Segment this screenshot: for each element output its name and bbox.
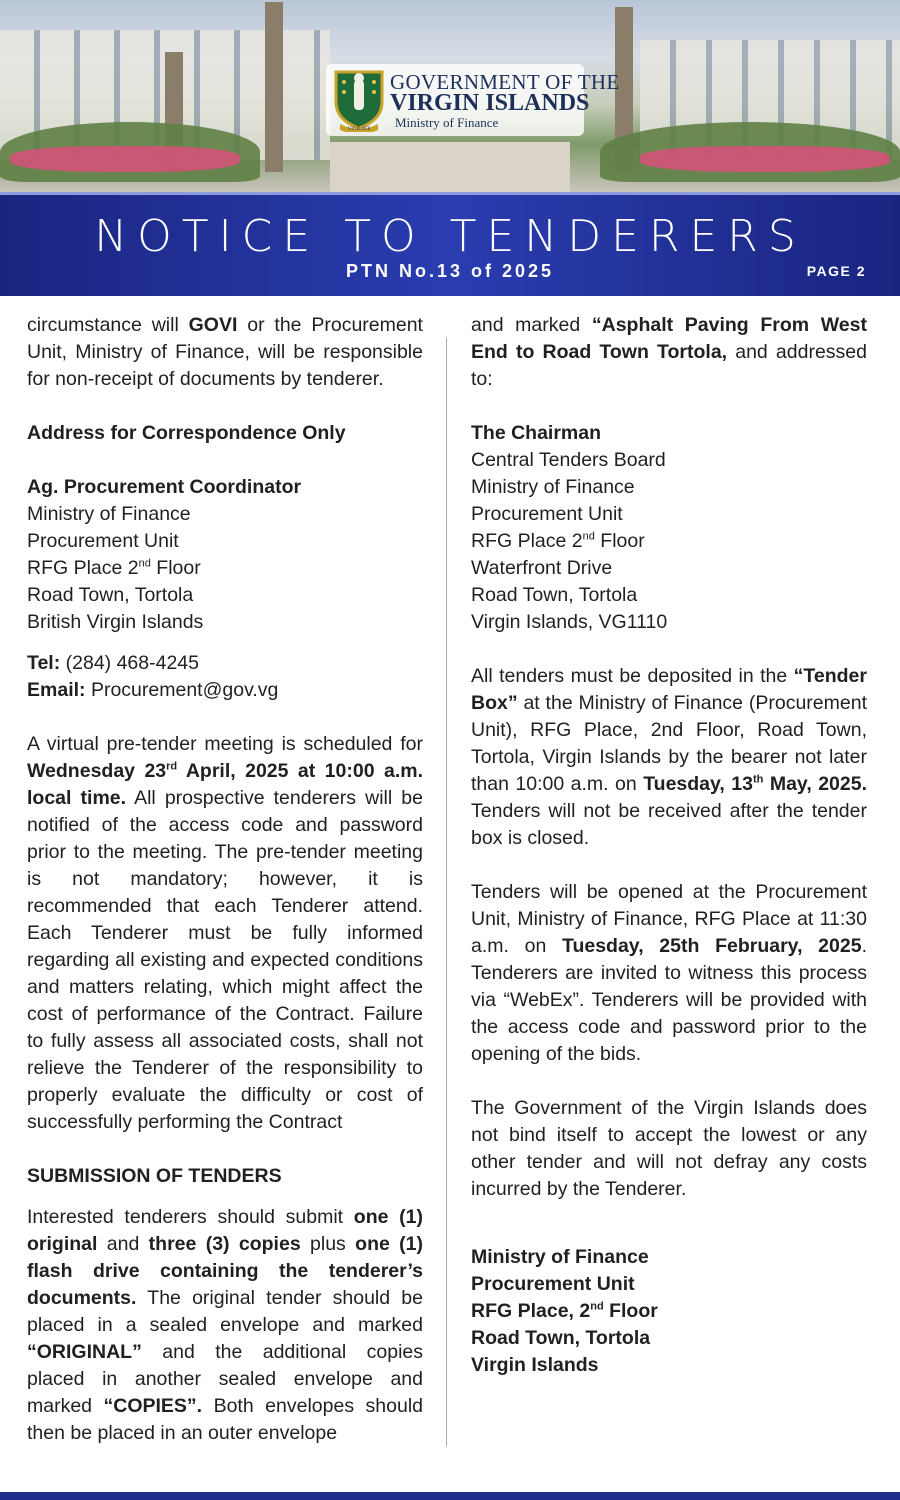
right-column	[471, 312, 867, 1379]
header-photo	[0, 0, 900, 192]
pre-tender-meeting-paragraph: A virtual pre-tender meeting is scheduled for Wednesday 23rd April, 2025 at 10:00 a.m. local time. All prospective tenderers will be notified of the access code and password prior to the meeting. The pre-tender meeting is not mandatory; however, it is recommended that each Tenderer attend. Each Tenderer must be fully informed regarding all existing and expected conditions and matters relating, which might affect the cost of performance of the Contract. Failure to fully assess all associated costs, shall not relieve the Tenderer of the responsibility to properly evaluate the difficulty or cost of successfully performing the Contract	[27, 733, 424, 1133]
government-line-2: VIRGIN ISLANDS	[390, 90, 590, 116]
correspondence-address: Ag. Procurement Coordinator Ministry of Finance Procurement Unit RFG Place 2nd Floor Road Town, Tortola British Virgin Islands	[27, 476, 302, 633]
page-title: NOTICE TO TENDERERS	[94, 211, 806, 262]
responsibility-paragraph: circumstance will GOVI or the Procurement Unit, Ministry of Finance, will be responsible for non-receipt of documents by tenderer.	[27, 314, 423, 390]
government-line-1: GOVERNMENT OF THE	[390, 70, 620, 94]
page-number: PAGE 2	[806, 263, 866, 279]
chairman-address: The Chairman Central Tenders Board Ministry of Finance Procurement Unit RFG Place 2nd Floor Waterfront Drive Road Town, Tortola Virgin Islands, VG1110	[471, 422, 668, 633]
deposit-paragraph: All tenders must be deposited in the “Tender Box” at the Ministry of Finance (Procurement Unit), RFG Place, 2nd Floor, Road Town, Tortola, Virgin Islands by the bearer not later than 10:00 a.m. on Tuesday, 13th May, 2025. Tenders will not be received after the tender box is closed.	[471, 665, 867, 849]
walkway	[330, 142, 570, 192]
flower-bed	[10, 146, 240, 172]
contact-info: Tel: (284) 468-4245 Email: Procurement@gov.vg	[27, 652, 279, 701]
footer-bar	[0, 1492, 900, 1500]
submission-heading: SUBMISSION OF TENDERS	[27, 1165, 282, 1187]
flower-bed	[640, 146, 890, 172]
disclaimer-paragraph: The Government of the Virgin Islands does not bind itself to accept the lowest or any other tender and will not defray any costs incurred by the Tenderer.	[471, 1097, 867, 1200]
email-address[interactable]: Procurement@gov.vg	[85, 679, 279, 701]
title-banner	[0, 192, 900, 296]
submission-paragraph: Interested tenderers should submit one (1) original and three (3) copies plus one (1) flash drive containing the tenderer’s documents. The original tender should be placed in a sealed envelope and marked “ORIGINAL” and the additional copies placed in another sealed envelope and marked “COPIES”. Both envelopes should then be placed in an outer envelope	[27, 1206, 424, 1444]
coat-of-arms-icon	[332, 68, 386, 132]
opening-paragraph: Tenders will be opened at the Procurement Unit, Ministry of Finance, RFG Place at 11:30 a.m. on Tuesday, 25th February, 2025. Tenderers are invited to witness this process via “WebEx”. Tenderers will be provided with the access code and password prior to the opening of the bids.	[471, 881, 867, 1065]
palm-trunk	[265, 2, 283, 172]
address-heading: Address for Correspondence Only	[27, 422, 346, 444]
marking-paragraph: and marked “Asphalt Paving From West End to Road Town Tortola, and addressed to:	[471, 314, 867, 390]
left-column	[27, 312, 423, 1447]
telephone: (284) 468-4245	[60, 652, 200, 674]
column-divider	[446, 338, 447, 1446]
crest-motto: VIGILATE	[347, 127, 371, 132]
ministry-line: Ministry of Finance	[395, 115, 499, 130]
signature-block: Ministry of Finance Procurement Unit RFG Place, 2nd Floor Road Town, Tortola Virgin Islands	[471, 1246, 658, 1376]
notice-number: PTN No.13 of 2025	[345, 261, 555, 281]
